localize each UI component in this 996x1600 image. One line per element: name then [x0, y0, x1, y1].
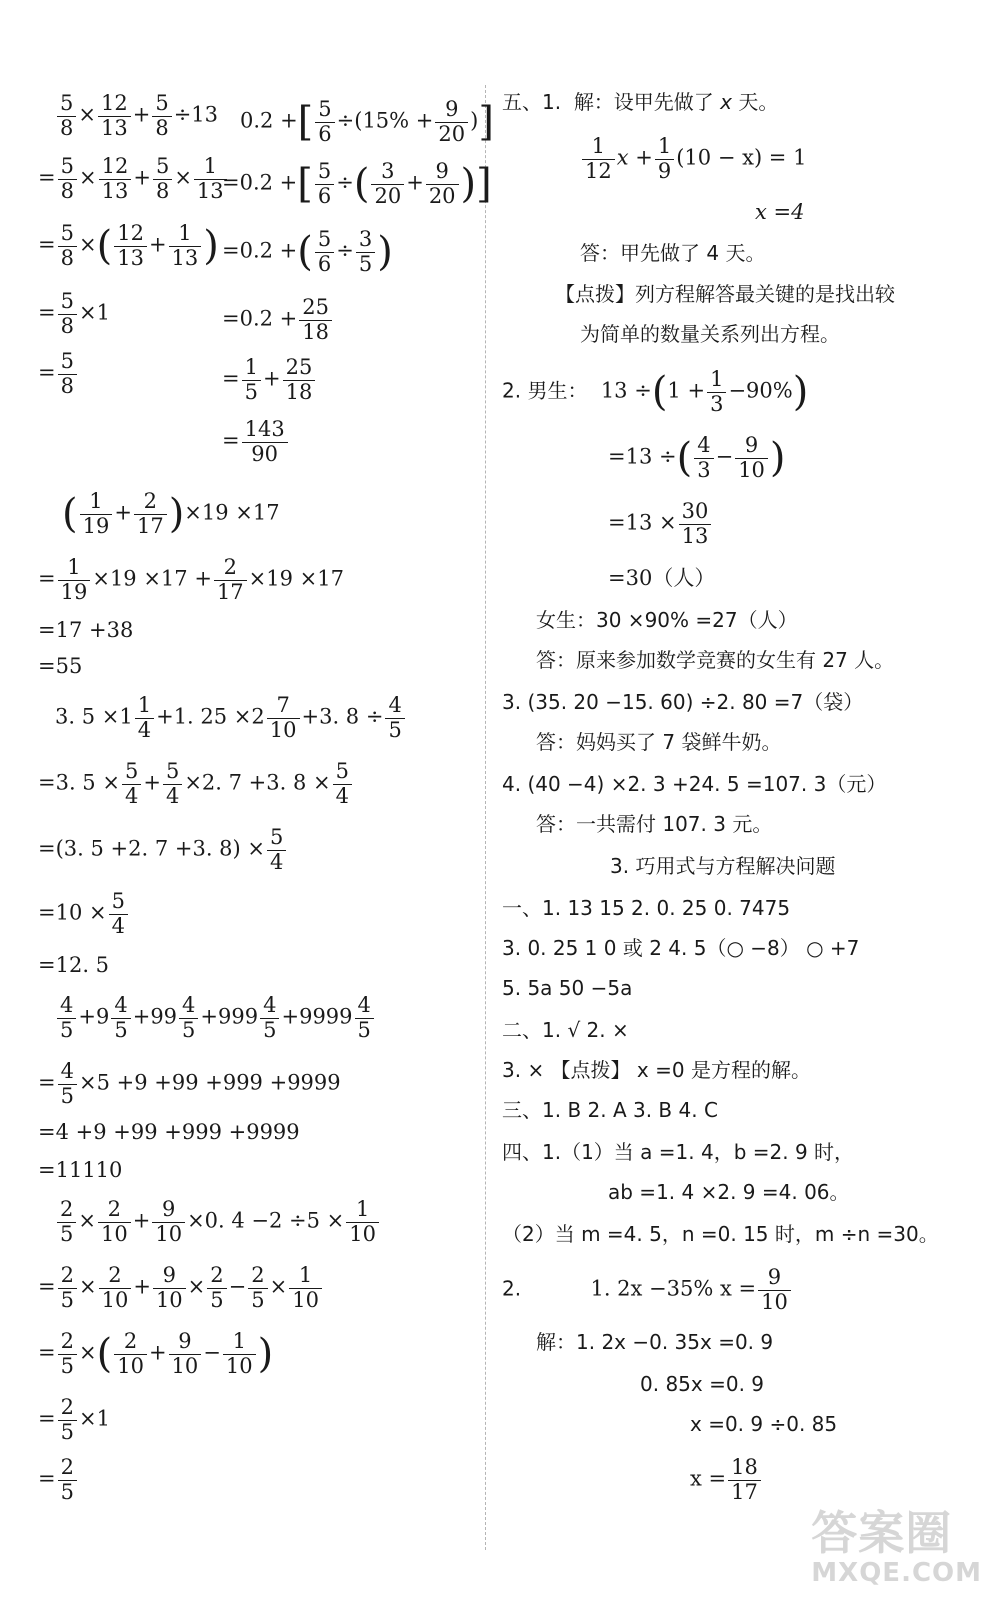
- p1-line-2: = $\frac{5}{8}$ × $\frac{12}{13}$ + $\frac{5}{8}$ × $\frac{1}{13}$: [38, 155, 229, 203]
- p2-line-4: =0.2 + $\frac{25}{18}$: [222, 296, 334, 344]
- section-title: 3. 巧用式与方程解决问题: [610, 854, 836, 878]
- p1-line-3: = $\frac{5}{8}$ ×( $\frac{12}{13}$ + $\frac{1}{13}$ ): [38, 221, 219, 270]
- p5-line-1: $\frac{4}{5}$ +9 $\frac{4}{5}$ +99 $\frac{4}{5}$ +999 $\frac{4}{5}$ +9999 $\frac{4}{5}$: [55, 994, 376, 1042]
- s5-girls: 女生：30 ×90% =27（人）: [536, 608, 798, 632]
- column-divider: [485, 85, 486, 1550]
- p6-line-5: = $\frac{2}{5}$: [38, 1456, 79, 1504]
- s5-equation: $\frac{1}{12}$ x + $\frac{1}{9}$ (10 − x) = 1: [580, 135, 806, 183]
- p1-line-5: = $\frac{5}{8}$: [38, 350, 79, 398]
- s4-line-2: ab =1. 4 ×2. 9 =4. 06。: [608, 1180, 850, 1204]
- fraction: $\frac{5}{8}$: [57, 92, 76, 140]
- p4-line-1: 3. 5 ×1 $\frac{1}{4}$ +1. 25 ×2 $\frac{7}{10}$ +3. 8 ÷ $\frac{4}{5}$: [55, 694, 407, 742]
- p4-line-5: =12. 5: [38, 953, 110, 977]
- p5-line-3: =4 +9 +99 +999 +9999: [38, 1120, 300, 1144]
- p6-line-2: = $\frac{2}{5}$ × $\frac{2}{10}$ + $\frac{9}{10}$ × $\frac{2}{5}$ − $\frac{2}{5}$ × $\frac{1}{10}$: [38, 1264, 324, 1312]
- watermark: 答案圈 MXQE.COM: [811, 1506, 982, 1588]
- s4-solution-1: 解：1. 2x −0. 35x =0. 9: [536, 1330, 774, 1354]
- p6-line-3: = $\frac{2}{5}$ ×( $\frac{2}{10}$ + $\frac{9}{10}$ − $\frac{1}{10}$ ): [38, 1329, 274, 1378]
- p5-line-4: =11110: [38, 1158, 123, 1182]
- p2-line-2: =0.2 +[ $\frac{5}{6}$ ÷( $\frac{3}{20}$ + $\frac{9}{20}$ )]: [222, 159, 492, 208]
- p3-line-2: = $\frac{1}{19}$ ×19 ×17 + $\frac{2}{17}$ ×19 ×17: [38, 555, 344, 604]
- s5-tip-line-2: 为简单的数量关系列出方程。: [580, 322, 840, 346]
- s3-line: 三、1. B 2. A 3. B 4. C: [502, 1098, 718, 1122]
- p2-line-5: = $\frac{1}{5}$ + $\frac{25}{18}$: [222, 356, 317, 404]
- s4-solution-3: x =0. 9 ÷0. 85: [690, 1412, 838, 1436]
- s5-answer-2: 答：原来参加数学竞赛的女生有 27 人。: [536, 648, 895, 672]
- s4-line-1: 四、1.（1）当 a =1. 4，b =2. 9 时，: [502, 1140, 855, 1164]
- p1-line-1: $\frac{5}{8}$ × $\frac{12}{13}$ + $\frac{5}{8}$ ÷13: [55, 92, 218, 140]
- s4-q2-equation: 2. 1. 2x −35% x = $\frac{9}{10}$: [502, 1266, 793, 1314]
- p5-line-2: = $\frac{4}{5}$ ×5 +9 +99 +999 +9999: [38, 1059, 341, 1108]
- s4-line-3: （2）当 m =4. 5，n =0. 15 时，m ÷n =30。: [502, 1222, 939, 1246]
- p4-line-4: =10 × $\frac{5}{4}$: [38, 890, 130, 938]
- s5-tip-line-1: 【点拨】列方程解答最关键的是找出较: [555, 282, 895, 306]
- s1-line-3: 5. 5a 50 −5a: [502, 976, 633, 1000]
- s4-solution-2: 0. 85x =0. 9: [640, 1372, 765, 1396]
- p6-line-4: = $\frac{2}{5}$ ×1: [38, 1395, 110, 1444]
- s5-q1-line: 五、1. 解：设甲先做了 x 天。: [502, 90, 779, 114]
- fraction: $\frac{12}{13}$: [98, 92, 131, 140]
- s1-line-2: 3. 0. 25 1 0 或 2 4. 5（○ −8） ○ +7: [502, 936, 860, 960]
- s5-answer-3: 答：妈妈买了 7 袋鲜牛奶。: [536, 730, 782, 754]
- p2-line-3: =0.2 +( $\frac{5}{6}$ ÷ $\frac{3}{5}$ ): [222, 227, 393, 276]
- p4-line-2: =3. 5 × $\frac{5}{4}$ + $\frac{5}{4}$ ×2. 7 +3. 8 × $\frac{5}{4}$: [38, 760, 354, 808]
- p3-line-1: ( $\frac{1}{19}$ + $\frac{2}{17}$ )×19 ×17: [62, 489, 280, 538]
- s5-q4: 4. (40 −4) ×2. 3 +24. 5 =107. 3（元）: [502, 772, 887, 796]
- p4-line-3: =(3. 5 +2. 7 +3. 8) × $\frac{5}{4}$: [38, 826, 288, 874]
- s5-answer-1: 答：甲先做了 4 天。: [580, 241, 766, 265]
- s5-q2-line-1: 2. 男生： 13 ÷(1 + $\frac{1}{3}$ −90%): [502, 367, 809, 416]
- s5-solution: x =4: [755, 200, 805, 224]
- p6-line-1: $\frac{2}{5}$ × $\frac{2}{10}$ + $\frac{9}{10}$ ×0. 4 −2 ÷5 × $\frac{1}{10}$: [55, 1198, 381, 1246]
- s1-line-1: 一、1. 13 15 2. 0. 25 0. 7475: [502, 896, 791, 920]
- s5-q2-line-3: =13 × $\frac{30}{13}$: [608, 500, 713, 548]
- s5-q3: 3. (35. 20 −15. 60) ÷2. 80 =7（袋）: [502, 690, 864, 714]
- p3-line-4: =55: [38, 654, 83, 678]
- p2-line-1: 0.2 +[ $\frac{5}{6}$ ÷(15% + $\frac{9}{20}$ )]: [240, 97, 494, 146]
- s5-q2-line-4: =30（人）: [608, 566, 716, 590]
- s2-line-1: 二、1. √ 2. ×: [502, 1018, 629, 1042]
- p1-line-4: = $\frac{5}{8}$ ×1: [38, 289, 110, 338]
- s5-answer-4: 答：一共需付 107. 3 元。: [536, 812, 773, 836]
- fraction: $\frac{5}{8}$: [152, 92, 171, 140]
- s4-solution-4: x = $\frac{18}{17}$: [690, 1456, 763, 1504]
- p3-line-3: =17 +38: [38, 618, 134, 642]
- s2-line-2: 3. × 【点拨】 x =0 是方程的解。: [502, 1058, 811, 1082]
- s5-q2-line-2: =13 ÷( $\frac{4}{3}$ − $\frac{9}{10}$ ): [608, 433, 786, 482]
- p2-line-6: = $\frac{143}{90}$: [222, 418, 290, 466]
